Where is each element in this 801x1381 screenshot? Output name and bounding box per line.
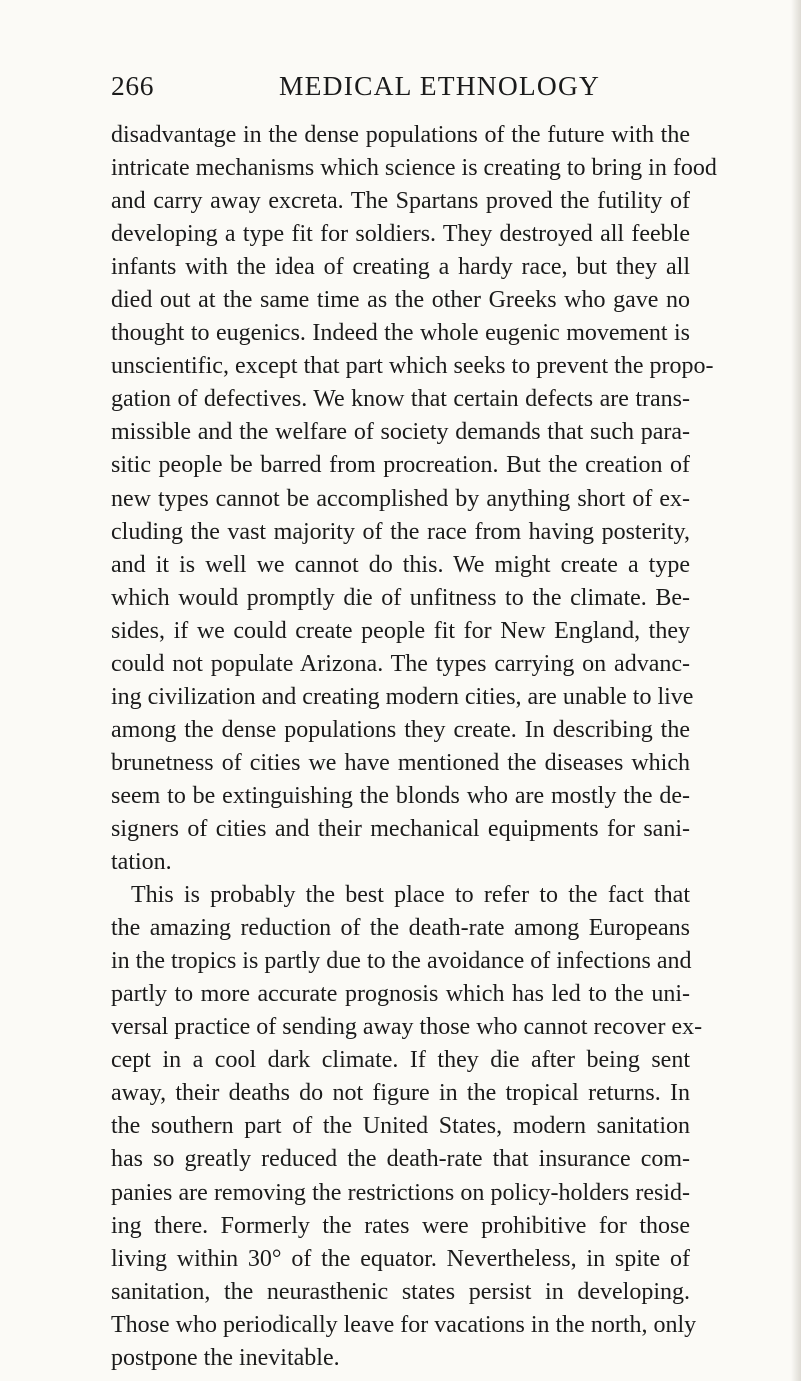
text-line: and it is well we cannot do this. We might create a type: [111, 551, 690, 578]
text-line: thought to eugenics. Indeed the whole eugenic movement is: [111, 320, 690, 347]
text-line: and carry away excreta. The Spartans proved the futility of: [111, 188, 690, 215]
text-line: signers of cities and their mechanical equipments for sani-: [111, 815, 690, 842]
text-line: disadvantage in the dense populations of the future with the: [111, 122, 690, 148]
text-line: in the tropics is partly due to the avoidance of infections and: [111, 948, 692, 975]
text-line: infants with the idea of creating a hardy race, but they all: [111, 254, 690, 281]
text-line: cluding the vast majority of the race from having posterity,: [111, 518, 690, 545]
page-edge-shadow: [791, 0, 801, 1381]
text-line: away, their deaths do not figure in the tropical returns. In: [111, 1080, 690, 1107]
text-line: died out at the same time as the other Greeks who gave no: [111, 287, 690, 314]
text-line: living within 30° of the equator. Nevertheless, in spite of: [111, 1245, 690, 1272]
text-line: unscientific, except that part which seeks to prevent the propo-: [111, 353, 714, 380]
body-text: [111, 119, 717, 1375]
text-line: intricate mechanisms which science is creating to bring in food: [111, 155, 717, 182]
text-line: gation of defectives. We know that certain defects are trans-: [111, 386, 690, 413]
text-line: missible and the welfare of society demands that such para-: [111, 419, 690, 446]
text-line: among the dense populations they create. In describing the: [111, 716, 690, 743]
text-line: ing there. Formerly the rates were prohibitive for those: [111, 1212, 690, 1239]
text-line: sanitation, the neurasthenic states persist in developing.: [111, 1278, 690, 1305]
text-line: ing civilization and creating modern cities, are unable to live: [111, 683, 694, 710]
page-number: 266: [111, 70, 155, 101]
text-line: the amazing reduction of the death-rate among Europeans: [111, 915, 690, 942]
text-line: seem to be extinguishing the blonds who are mostly the de-: [111, 782, 690, 809]
text-line: could not populate Arizona. The types carrying on advanc-: [111, 650, 690, 677]
text-line: panies are removing the restrictions on policy-holders resid-: [111, 1179, 690, 1206]
paragraph-first-line: This is probably the best place to refer to the fact that: [131, 882, 690, 909]
text-line: sitic people be barred from procreation. But the creation of: [111, 452, 690, 479]
text-line: which would promptly die of unfitness to the climate. Be-: [111, 584, 690, 611]
running-head: [111, 70, 675, 110]
text-line: cept in a cool dark climate. If they die after being sent: [111, 1047, 690, 1074]
text-line: versal practice of sending away those who cannot recover ex-: [111, 1014, 703, 1041]
text-line: Those who periodically leave for vacations in the north, only: [111, 1311, 697, 1338]
text-line: new types cannot be accomplished by anything short of ex-: [111, 485, 690, 512]
text-line: the southern part of the United States, modern sanitation: [111, 1113, 690, 1140]
text-line: has so greatly reduced the death-rate that insurance com-: [111, 1146, 690, 1173]
text-line: brunetness of cities we have mentioned the diseases which: [111, 749, 690, 776]
text-line: postpone the inevitable.: [111, 1344, 340, 1371]
text-line: partly to more accurate prognosis which has led to the uni-: [111, 981, 690, 1008]
text-line: developing a type fit for soldiers. They destroyed all feeble: [111, 221, 690, 248]
running-title: MEDICAL ETHNOLOGY: [279, 70, 601, 101]
text-line: tation.: [111, 849, 172, 876]
text-line: sides, if we could create people fit for New England, they: [111, 617, 690, 644]
